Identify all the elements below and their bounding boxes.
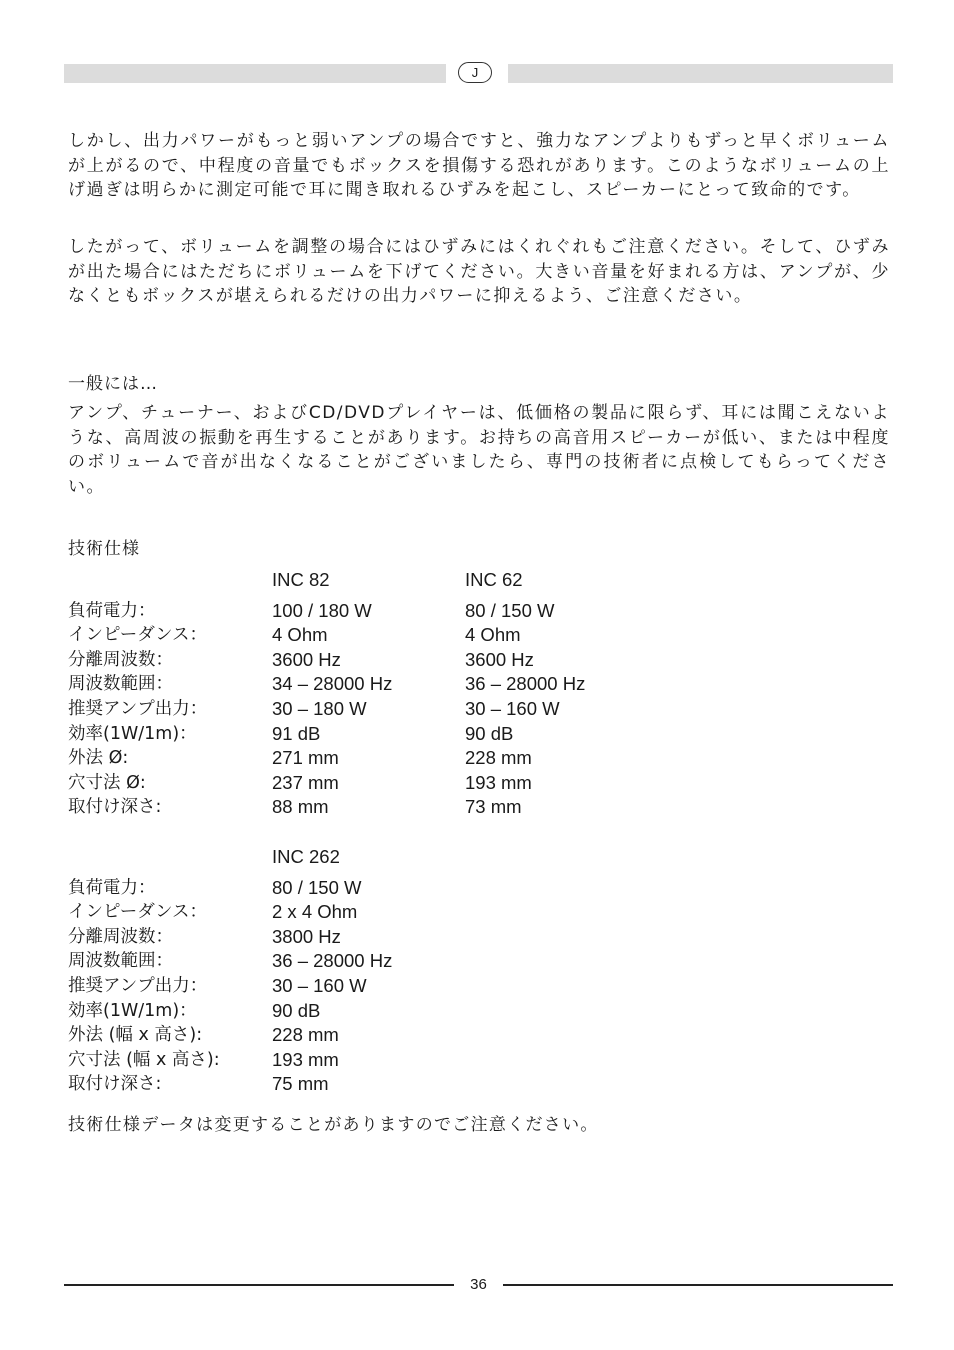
spec-value: 75 mm <box>272 1073 329 1095</box>
spec-value: 30 – 160 W <box>272 974 367 996</box>
spec-value: 34 – 28000 Hz <box>272 673 393 695</box>
spec-label: 効率(1W/1m)： <box>68 723 197 744</box>
spec-label: 分離周波数： <box>68 649 173 670</box>
general-paragraph: アンプ、チューナー、およびCD/DVDプレイヤーは、低価格の製品に限らず、耳には聞こえないような、高周波の振動を再生することがあります。お持ちの高音用スピーカーが低い、または中程度のボリュームで音が出なくなることがございましたら、専門の技術者に点検してもらってください。 <box>68 403 890 497</box>
model-name: INC 62 <box>465 569 523 590</box>
spec-row <box>68 697 658 722</box>
spec-value: 2 x 4 Ohm <box>272 901 358 923</box>
spec-value: 91 dB <box>272 722 321 744</box>
spec-value: 4 Ohm <box>465 624 521 646</box>
footer-rule-right <box>503 1284 893 1286</box>
spec-label: インピーダンス： <box>68 902 207 923</box>
spec-table-header <box>68 568 658 593</box>
spec-row <box>68 623 658 648</box>
spec-value: 30 – 180 W <box>272 697 367 719</box>
spec-row <box>68 648 658 673</box>
spec-row <box>68 925 465 950</box>
intro-paragraph-2: したがって、ボリュームを調整の場合にはひずみにはくれぐれもご注意ください。そして、ひずみが出た場合にはただちにボリュームを下げてください。大きい音量を好まれる方は、アンプが、少なくともボックスが堪えられるだけの出力パワーに抑えるよう、ご注意ください。 <box>68 237 890 306</box>
spec-table-2 <box>68 845 465 1097</box>
specs-change-note: 技術仕様データは変更することがありますのでご注意ください。 <box>68 1115 599 1135</box>
spec-label: 負荷電力： <box>68 600 156 621</box>
spec-value: 36 – 28000 Hz <box>272 950 393 972</box>
spec-table-header <box>68 845 465 870</box>
spec-value: 88 mm <box>272 796 329 818</box>
spec-row <box>68 1048 465 1073</box>
spec-value: 36 – 28000 Hz <box>465 673 586 695</box>
header-rule-left <box>64 64 446 83</box>
spec-label: 穴寸法 Ø: <box>68 772 146 793</box>
spec-value: 90 dB <box>465 722 514 744</box>
spec-value: 73 mm <box>465 796 522 818</box>
general-heading: 一般には… <box>68 374 158 394</box>
spec-value: 3600 Hz <box>465 648 534 670</box>
spec-row <box>68 1023 465 1048</box>
spec-value: 228 mm <box>465 747 532 769</box>
spec-label: 分離周波数： <box>68 926 173 947</box>
spec-row <box>68 949 465 974</box>
spec-row <box>68 974 465 999</box>
intro-paragraph-1: しかし、出力パワーがもっと弱いアンプの場合ですと、強力なアンプよりもずっと早くボリュームが上がるので、中程度の音量でもボックスを損傷する恐れがあります。このようなボリュームの上げ過ぎは明らかに測定可能で耳に聞き取れるひずみを起こし、スピーカーにとって致命的です。 <box>68 131 890 200</box>
spec-label: インピーダンス： <box>68 625 207 646</box>
spec-value: 80 / 150 W <box>465 599 555 621</box>
spec-value: 30 – 160 W <box>465 697 560 719</box>
spec-value: 193 mm <box>465 771 532 793</box>
spec-row <box>68 722 658 747</box>
spec-row <box>68 795 658 820</box>
spec-value: 237 mm <box>272 771 339 793</box>
model-name: INC 262 <box>272 846 340 867</box>
spec-row <box>68 999 465 1024</box>
spec-row <box>68 900 465 925</box>
spec-table-1 <box>68 568 658 820</box>
spec-label: 負荷電力： <box>68 877 156 898</box>
footer-rule-left <box>64 1284 454 1286</box>
spec-row <box>68 746 658 771</box>
language-badge: J <box>458 62 492 83</box>
spec-label: 穴寸法 (幅 x 高さ): <box>68 1049 220 1070</box>
specs-heading: 技術仕様 <box>68 539 140 559</box>
spec-label: 周波数範囲： <box>68 951 173 972</box>
spec-label: 推奨アンプ出力： <box>68 975 208 996</box>
spec-value: 100 / 180 W <box>272 599 372 621</box>
spec-label: 取付け深さ: <box>68 797 162 818</box>
spec-row <box>68 599 658 624</box>
spec-row <box>68 1072 465 1097</box>
spec-label: 推奨アンプ出力： <box>68 698 208 719</box>
spec-label: 外法 (幅 x 高さ): <box>68 1025 203 1046</box>
spec-value: 3600 Hz <box>272 648 341 670</box>
spec-row <box>68 672 658 697</box>
model-name: INC 82 <box>272 569 330 590</box>
spec-value: 193 mm <box>272 1048 339 1070</box>
spec-value: 4 Ohm <box>272 624 328 646</box>
spec-row <box>68 771 658 796</box>
spec-label: 効率(1W/1m)： <box>68 1000 197 1021</box>
header-rule-right <box>508 64 893 83</box>
spec-value: 90 dB <box>272 999 321 1021</box>
spec-label: 取付け深さ: <box>68 1074 162 1095</box>
spec-row <box>68 876 465 901</box>
spec-value: 80 / 150 W <box>272 876 362 898</box>
spec-label: 周波数範囲： <box>68 674 173 695</box>
spec-value: 271 mm <box>272 747 339 769</box>
page-number: 36 <box>470 1276 487 1293</box>
spec-value: 228 mm <box>272 1024 339 1046</box>
spec-value: 3800 Hz <box>272 925 341 947</box>
spec-label: 外法 Ø: <box>68 748 129 769</box>
